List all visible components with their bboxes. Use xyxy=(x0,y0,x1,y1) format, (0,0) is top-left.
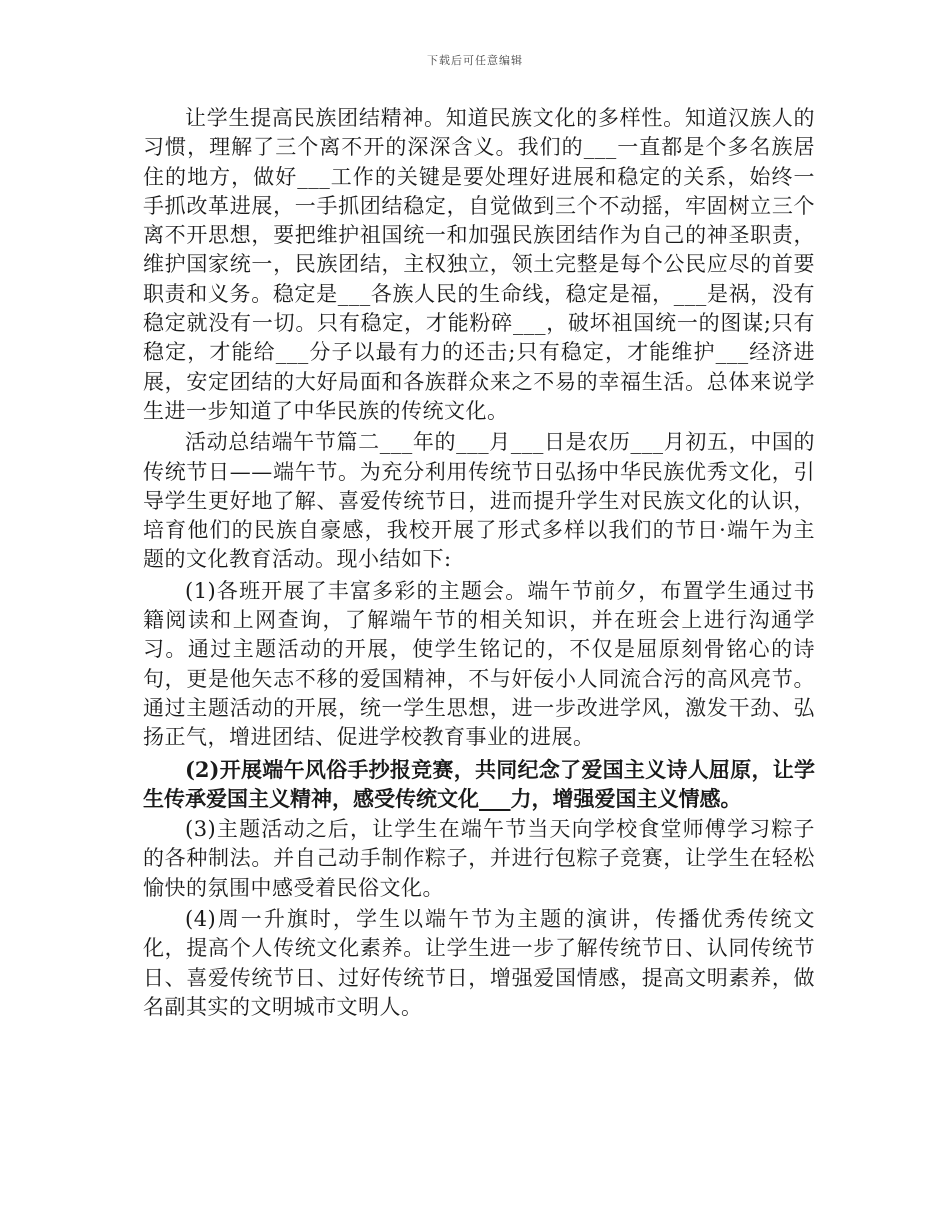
paragraph-item-4-flag-raising-speech: (4)周一升旗时，学生以端午节为主题的演讲，传播优秀传统文化，提高个人传统文化素养。让学生进一步了解传统节日、认同传统节日、喜爱传统节日、过好传统节日，增强爱国情感，提高文明素养，做名副其实的文明城市文明人。 xyxy=(143,907,815,1019)
page-header: 下载后可任意编辑 xyxy=(427,54,523,67)
paragraph-ethnic-unity: 让学生提高民族团结精神。知道民族文化的多样性。知道汉族人的习惯，理解了三个离不开的深深含义。我们的___一直都是个多名族居住的地方，做好___工作的关键是要处理好进展和稳定的关系，始终一手抓改革进展，一手抓团结稳定，自觉做到三个不动摇，牢固树立三个离不开思想，要把维护祖国统一和加强民族团结作为自己的神圣职责，维护国家统一，民族团结，主权独立，领土完整是每个公民应尽的首要职责和义务。稳定是___各族人民的生命线，稳定是福，___是祸，没有稳定就没有一切。只有稳定，才能粉碎___，破坏祖国统一的图谋;只有稳定，才能给___分子以最有力的还击;只有稳定，才能维护___经济进展，安定团结的大好局面和各族群众来之不易的幸福生活。总体来说学生进一步知道了中华民族的传统文化。 xyxy=(143,106,815,423)
document-body xyxy=(143,104,815,1022)
paragraph-item-3-zongzi-making: (3)主题活动之后，让学生在端午节当天向学校食堂师傅学习粽子的各种制法。并自己动手制作粽子，并进行包粽子竞赛，让学生在轻松愉快的氛围中感受着民俗文化。 xyxy=(143,817,815,900)
paragraph-item-1-class-meetings: (1)各班开展了丰富多彩的主题会。端午节前夕，布置学生通过书籍阅读和上网查询，了解端午节的相关知识，并在班会上进行沟通学习。通过主题活动的开展，使学生铭记的，不仅是屈原刻骨铭心的诗句，更是他矢志不移的爱国精神，不与奸佞小人同流合污的高风亮节。通过主题活动的开展，统一学生思想，进一步改进学风，激发干劲、弘扬正气，增进团结、促进学校教育事业的进展。 xyxy=(143,578,815,750)
paragraph-item-2-handwritten-newspaper: (2)开展端午风俗手抄报竞赛，共同纪念了爱国主义诗人屈原，让学生传承爱国主义精神，感受传统文化___力，增强爱国主义情感。 xyxy=(143,756,815,811)
paragraph-dragon-boat-intro: 活动总结端午节篇二___年的___月___日是农历___月初五，中国的传统节日——端午节。为充分利用传统节日弘扬中华民族优秀文化，引导学生更好地了解、喜爱传统节日，进而提升学生对民族文化的认识，培育他们的民族自豪感，我校开展了形式多样以我们的节日·端午为主题的文化教育活动。现小结如下: xyxy=(143,430,815,572)
